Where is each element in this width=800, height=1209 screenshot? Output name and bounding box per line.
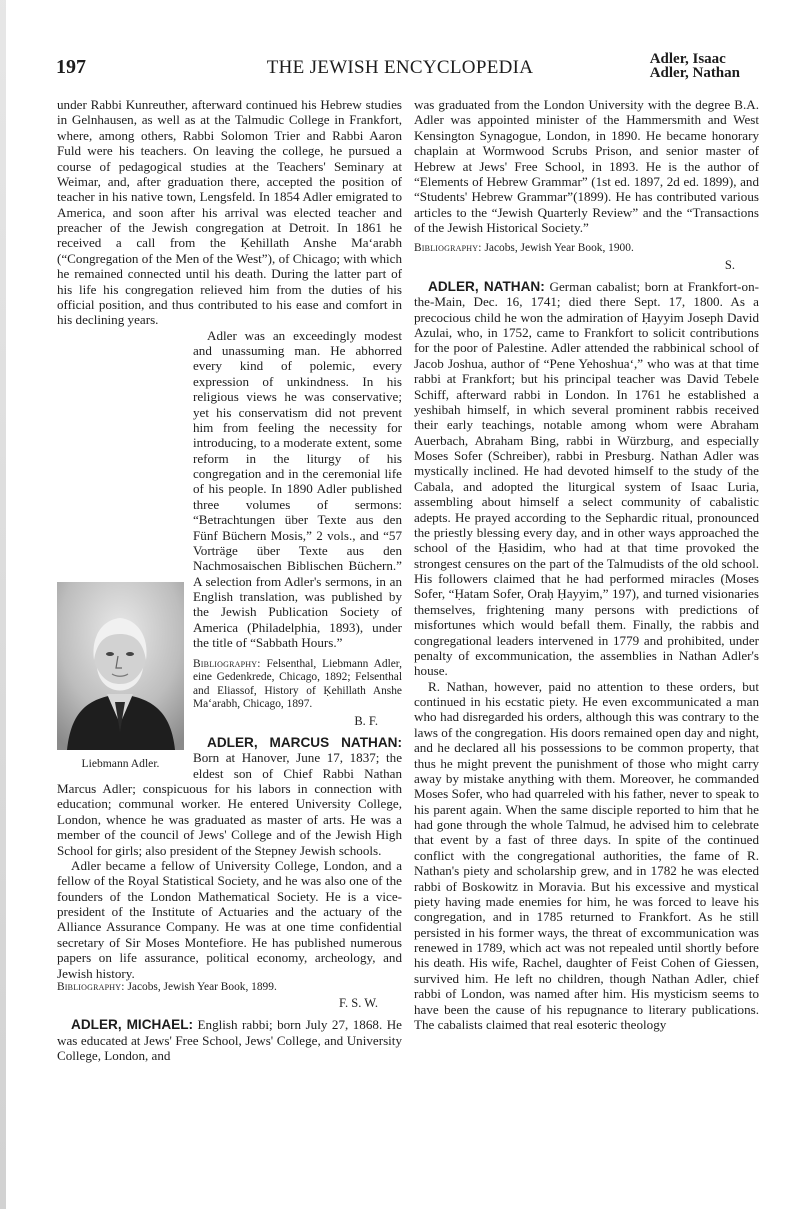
left-column [57, 97, 402, 1064]
bibliography-text: Jacobs, Jewish Year Book, 1900. [484, 242, 634, 255]
author-signature: S. [724, 257, 735, 272]
bibliography [414, 242, 759, 256]
bibliography-text: Felsenthal, Liebmann Adler, eine Gedenkrede, Chicago, 1892; Felsenthal and Eliassof, History of Ḳehillath Anshe Ma‘arabh, Chicago, 1897. [193, 657, 402, 711]
paragraph: Adler became a fellow of University College, London, and a fellow of the Royal Statistical Society, and he was also one of the founders of the London Mathematical Society. He is a vice-president of the Institute of Actuaries and the actuary of the Alliance Assurance Company. He was at one time confidential secretary of Sir Moses Montefiore. He has published numerous papers on life assurance, political economy, archeology, and Jewish history. [57, 857, 402, 981]
guide-word-bottom: Adler, Nathan [649, 65, 740, 81]
entry-heading: ADLER, MARCUS NATHAN: [207, 734, 402, 750]
bibliography-label: Bibliography: [57, 980, 125, 993]
paragraph: R. Nathan, however, paid no attention to these orders, but continued in his ecstatic piety. He even excommunicated a man who had disregarded his orders, although this was contrary to the laws of the congregation. His doors remained open day and night, and he declared all his possessions to be common property, that thus he might prevent the punishment of those who might carry away by mistake anything with them. Moreover, he commanded Moses Sofer, who had quarreled with his father, never to speak to his parent again. When the same disciple reported to him that he had gone through the whole Talmud, he advised him to celebrate that event by a fast of three days. In spite of the continued conflict with the congregational authorities, the fame of R. Nathan's piety and scholarship grew, and in 1782 he was elected rabbi of Boskowitz in Moravia. But his excessive and mystical piety having made enemies for him, he was forced to leave his congregation, and in 1785 returned to Frankfort. As he still persisted in his former ways, the threat of excommunication was renewed in 1789, which act was not repealed until shortly before his death. His wife, Rachel, daughter of Feist Cohen of Giessen, survived him. He left no children, though Nathan Adler, chief rabbi of London, was named after him. His mysticism seems to have been the cause of his repugnance to literary publications. The cabalists claimed that real esoteric theology [414, 678, 759, 1032]
entry-heading: ADLER, NATHAN: [428, 278, 545, 294]
entry-text: English rabbi; born July 27, 1868. He was educated at Jews' Free School, Jews' College, and University College, London, and [57, 1017, 402, 1064]
running-header [0, 0, 800, 90]
portrait-image [57, 582, 184, 750]
paragraph: under Rabbi Kunreuther, afterward continued his Hebrew studies in Gelnhausen, as well as at the Talmudic College in Frankfort, where, among others, Rabbi Solomon Trier and Rabbi Aaron Fuld were his teachers. On leaving the college, he pursued a course of pedagogical studies at the Teachers' Seminary at Weimar, and, after graduation there, accepted the position of teacher in his native town, Lengsfeld. In 1854 Adler emigrated to America, and soon after his arrival was elected teacher and preacher of the Jewish congregation at Detroit. In 1861 he received a call from the Ḳehillath Anshe Ma‘arabh (“Congregation of the Men of the West”), of Chicago; with which he remained connected until his death. During the latter part of his life his congregation relieved him from the duties of his official position, and thus contributed to his ease and comfort in his declining years. [57, 97, 402, 328]
bibliography [57, 981, 402, 995]
running-title: THE JEWISH ENCYCLOPEDIA [266, 57, 534, 78]
portrait-caption: Liebmann Adler. [81, 757, 160, 770]
entry-michael-adler [57, 1017, 402, 1063]
binding-shadow [0, 0, 6, 1209]
author-signature: B. F. [354, 713, 378, 728]
portrait-figure [57, 582, 184, 770]
entry-text: German cabalist; born at Frankfort-on-the-Main, Dec. 16, 1741; died there Sept. 17, 1800. As a precocious child he won the admiration of Ḥayyim Joseph David Azulai, who, in 1752, came to Frankfort to solicit contributions for the poor of Palestine. Adler attended the rabbinical school of Jacob Joshua, author of “Pene Yehoshua‘,” who was at that time rabbi at Frankfort; but his principal teacher was David Tebele Schiff, afterward rabbi in London. In 1761 he established a yeshibah himself, in which several prominent rabbis received their early teachings, notable among whom were Abraham Auerbach, Abraham Bing, rabbi in Würzburg, and especially Moses Sofer (Schreiber), rabbi in Presburg. Nathan Adler was mystically inclined. He had devoted himself to the study of the Cabala, and adopted the liturgical system of Isaac Luria, assembling about himself a select community of cabalistic adepts. He prayed according to the Sephardic ritual, pronounced the priestly blessing every day, and in other ways approached the school of the Ḥasidim, who had at that time provoked the strongest censures on the part of the Talmudists of the old school. His followers claimed that he had performed miracles (Moses Sofer, “Ḥatam Sofer, Oraḥ Ḥayyim,” 197), and turned visionaries themselves, frightening many persons with predictions of misfortunes which would befall them. Finally, the rabbis and congregational leaders intervened in 1779 and prohibited, under penalty of excommunication, the assemblies in Nathan Adler's house. [414, 278, 759, 679]
paragraph: was graduated from the London University with the degree B.A. Adler was appointed minister of the Hammersmith and West Kensington Synagogue, London, in 1890. He became honorary chaplain at Wormwood Scrubs Prison, and senior master of Hebrew at Jews' Free School, in 1893. He is the author of “Elements of Hebrew Grammar” (1st ed. 1897, 2d ed. 1899), and “Students' Hebrew Grammar”(1899). He has contributed various articles to the “Jewish Quarterly Review” and the “Transactions of the Jewish Historical Society.” [414, 97, 759, 235]
bibliography-text: Jacobs, Jewish Year Book, 1899. [127, 980, 277, 993]
entry-nathan-adler [414, 279, 759, 679]
entry-text: Born at Hanover, June 17, 1837; the eldest son of Chief Rabbi Nathan Marcus Adler; conspicuous for his labors in connection with education; communal worker. He entered University College, London, whence he was graduated as master of arts. He was a member of the council of Jews' College and of the Jewish High School for girls; also president of the Stepney Jewish schools. [57, 750, 402, 858]
page-number: 197 [56, 56, 86, 78]
paragraph: Adler was an exceedingly modest and unassuming man. He abhorred every kind of polemic, every expression of unkindness. In his religious views he was conservative; yet his conservatism did not prevent him from feeling the necessity for introducing, to a moderate extent, some reform in the liturgy of his congregation and in the ceremonial life of his people. In 1890 Adler published three volumes of sermons: “Betrachtungen über Texte aus den Fünf Büchern Mosis,” 2 vols., and “57 Vorträge über Texte aus den Nachmosaischen Biblischen Büchern.” A selection from Adler's sermons, in an English translation, was published by the Jewish Publication Society of America (Philadelphia, 1893), under the title of “Sabbath Hours.” [193, 327, 402, 651]
entry-heading: ADLER, MICHAEL: [71, 1017, 194, 1033]
right-column [414, 97, 759, 1032]
bibliography-label: Bibliography: [414, 242, 482, 255]
guide-words [650, 52, 740, 80]
author-signature: F. S. W. [339, 996, 378, 1011]
bibliography-label: Bibliography: [193, 657, 261, 670]
guide-word-top: Adler, Isaac [649, 51, 726, 67]
